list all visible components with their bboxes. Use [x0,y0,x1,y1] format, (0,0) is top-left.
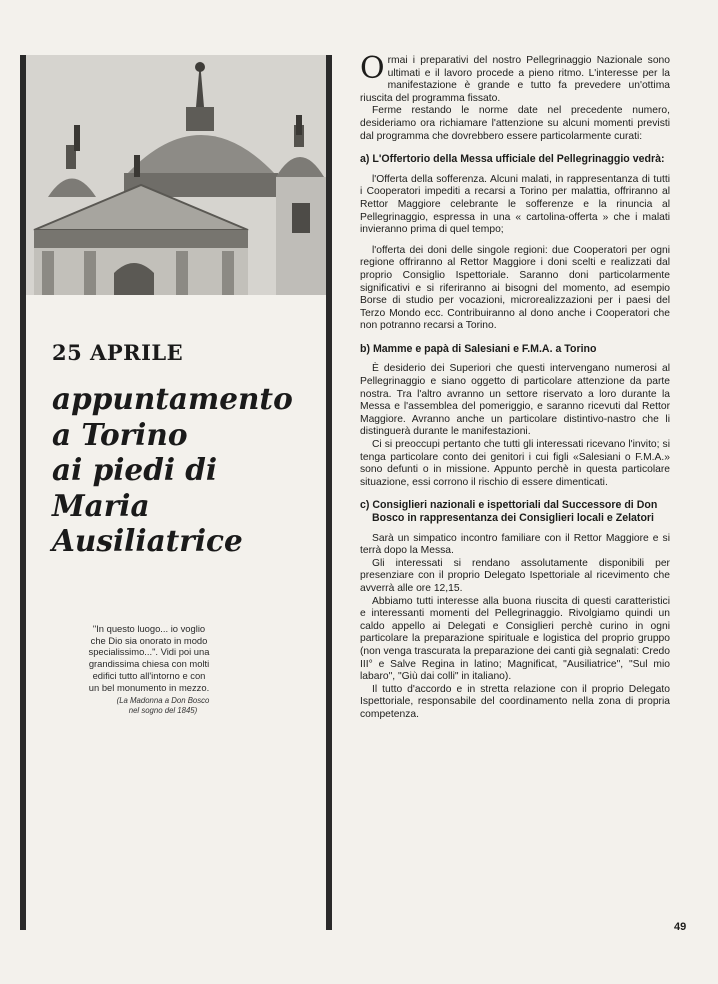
section-c-paragraph: Abbiamo tutti interesse alla buona riuscita di questi caratteristici e interessanti momenti del Pellegrinaggio. Rivolgiamo quindi un caldo appello ai Delegati e Consiglieri perchè curino in ogni particolare la preparazione spirituale e logistica del proprio gruppo (non venga trascurata la preparazione dei canti già segnalati: Credo III° e Salve Regina in latino; Magnificat, "Ausiliatrice", "Sul mio labaro", "Giù dai colli" in italiano). [360,595,670,683]
title-line: Maria [52,487,150,523]
title-line: a Torino [52,416,188,452]
basilica-photo [26,55,326,295]
article-body [360,51,670,722]
section-c-paragraph: Il tutto d'accordo e in stretta relazione con il proprio Delegato Ispettoriale, responsabile del coordinamento nella zona di propria competenza. [360,683,670,720]
section-a-paragraph: l'Offerta della sofferenza. Alcuni malati, in rappresentanza di tutti i Cooperatori impediti a recarsi a Torino per malattia, offriranno al Rettor Maggiore celebrante le sofferenze e la rinuncia al Pellegrinaggio, espressa in una « cartolina-offerta » che i malati invieranno prima di quel tempo; [360,173,670,236]
section-b-paragraph: Ci si preoccupi pertanto che tutti gli interessati ricevano l'invito; si tenga particolare conto dei genitori i cui figli «Salesiani o F.M.A.» sono defunti o in missione. Appunto perchè in questa particolare situazione, essi corrono il rischio di essere dimenticati. [360,439,670,488]
section-b-paragraph: È desiderio dei Superiori che questi intervengano numerosi al Pellegrinaggio e siano oggetto di particolare attenzione da parte nostra. Tra l'altro avranno un settore riservato a loro durante la Messa e l'assemblea del pomeriggio, e saranno ricevuti dal Rettor Maggiore. Avranno anche un particolare distintivo-nastro che li distinguerà durante le manifestazioni. [360,363,670,438]
title-line: Ausiliatrice [52,523,243,558]
date-heading: 25 APRILE [52,340,184,365]
section-b-heading: b) Mamme e papà di Salesiani e F.M.A. a Torino [360,342,597,355]
quote-line: edifici tutto all'intorno e con [92,669,206,681]
page-number: 49 [674,921,687,933]
quote-line: un bel monumento in mezzo. [88,681,210,693]
intro-text: rmai i preparativi del nostro Pellegrinaggio Nazionale sono ultimati e il lavoro procede a pieno ritmo. L'interesse per la manifestazione è grande e tutto fa prevedere un'ottima riuscita del programma fissato. [360,55,670,104]
main-title [52,381,322,559]
left-panel [20,55,332,930]
quote-source-line: nel sogno del 1845) [128,705,198,715]
quote-source [108,696,218,715]
title-line: ai piedi di [52,452,218,487]
section-c-heading: c) Consiglieri nazionali e ispettoriali dal Successore di Don Bosco in rappresentanza dei Consiglieri locali e Zelatori [360,499,658,524]
quote-line: grandissima chiesa con molti [88,658,210,670]
section-a-paragraph: l'offerta dei doni delle singole regioni: due Cooperatori per ogni regione offriranno al Rettor Maggiore i doni scelti e realizzati dal proprio Consiglio Ispettoriale. Saranno doni particolarmente significativi e si riferiranno ai bisogni del momento, ad esempio Borse di studio per vocazioni, microrealizzazioni per i paesi del Terzo Mondo ecc. Contribuiranno al dono anche i Cooperatori che non potranno recarsi a Torino. [360,244,670,332]
basilica-illustration [26,55,326,295]
section-c-paragraph: Sarà un simpatico incontro familiare con il Rettor Maggiore e si terrà dopo la Messa. [360,532,670,557]
quote-line: specialissimo...". Vidi poi una [88,646,210,658]
quote-source-line: (La Madonna a Don Bosco [116,696,210,705]
quote-line: "In questo luogo... io voglio [92,623,206,634]
left-title-block [52,340,322,559]
intro-paragraph-2: Ferme restando le norme date nel precedente numero, desideriamo ora richiamare l'attenzione su alcuni momenti previsti dal programma che dovrebbero essere particolarmente curati: [360,105,670,142]
dream-quote [58,623,240,693]
section-a-heading: a) L'Offertorio della Messa ufficiale del Pellegrinaggio vedrà: [360,153,665,166]
drop-cap: O [360,51,385,86]
section-c-paragraph: Gli interessati si rendano assolutamente disponibili per presenziare con il proprio Delegato Ispettoriale al ricevimento che avverrà alle ore 12,15. [360,557,670,594]
title-line: appuntamento [52,381,293,416]
quote-line: che Dio sia onorato in modo [90,634,208,646]
intro-paragraph [360,51,670,105]
